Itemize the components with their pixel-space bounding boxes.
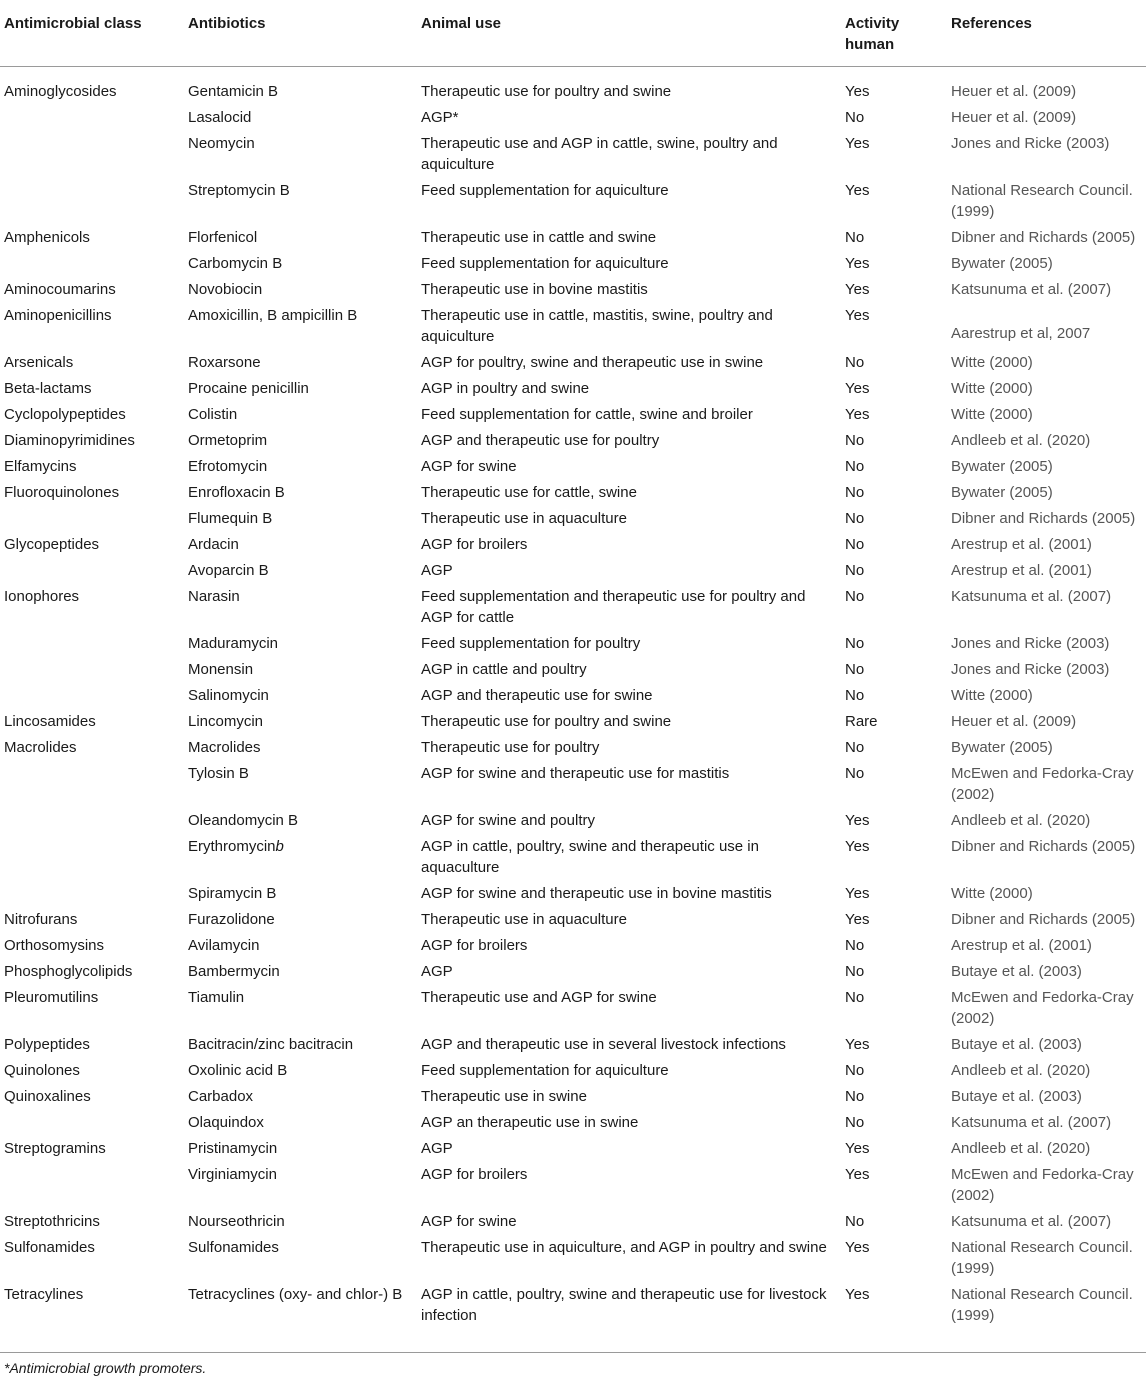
header-antimicrobial-class: Antimicrobial class [0, 8, 184, 67]
cell-activity-human: Yes [845, 182, 870, 199]
table-row [0, 558, 1146, 584]
cell-class [0, 881, 184, 907]
cell-class [0, 105, 184, 131]
cell-class [0, 506, 184, 532]
cell-activity-human: No [845, 458, 865, 475]
cell-class: Streptogramins [4, 1140, 106, 1157]
cell-antibiotic: Tylosin B [188, 765, 249, 782]
table-row [0, 1136, 1146, 1162]
cell-reference: Dibner and Richards (2005) [951, 911, 1136, 928]
cell-antibiotic: Colistin [188, 406, 238, 423]
cell-reference: Katsunuma et al. (2007) [951, 588, 1112, 605]
cell-activity-human: No [845, 739, 865, 756]
cell-class: Aminoglycosides [4, 83, 117, 100]
cell-reference: Bywater (2005) [951, 458, 1053, 475]
cell-activity-human: No [845, 229, 865, 246]
cell-antibiotic: Sulfonamides [188, 1239, 279, 1256]
cell-antibiotic: Efrotomycin [188, 458, 268, 475]
cell-animal-use: AGP [421, 963, 453, 980]
cell-reference: Katsunuma et al. (2007) [951, 281, 1112, 298]
cell-animal-use: Therapeutic use and AGP for swine [421, 989, 657, 1006]
cell-animal-use: AGP for poultry, swine and therapeutic use in swine [421, 354, 764, 371]
cell-reference: Jones and Ricke (2003) [951, 635, 1110, 652]
table-row [0, 428, 1146, 454]
cell-antibiotic: Virginiamycin [188, 1166, 277, 1183]
cell-animal-use: AGP and therapeutic use in several livestock infections [421, 1036, 786, 1053]
cell-animal-use: Feed supplementation for aquiculture [421, 182, 669, 199]
cell-class [0, 1162, 184, 1209]
header-animal-use: Animal use [417, 8, 841, 67]
cell-antibiotic: Streptomycin B [188, 182, 290, 199]
cell-animal-use: AGP in poultry and swine [421, 380, 590, 397]
cell-class [0, 631, 184, 657]
cell-antibiotic: Spiramycin B [188, 885, 277, 902]
cell-reference: Bywater (2005) [951, 255, 1053, 272]
cell-animal-use: AGP [421, 1140, 453, 1157]
cell-reference: National Research Council. (1999) [951, 182, 1133, 220]
table-row [0, 376, 1146, 402]
cell-class: Lincosamides [4, 713, 96, 730]
table-row [0, 225, 1146, 251]
cell-antibiotic: Macrolides [188, 739, 261, 756]
table-row [0, 834, 1146, 881]
cell-antibiotic: Furazolidone [188, 911, 275, 928]
cell-antibiotic: Oleandomycin B [188, 812, 299, 829]
cell-animal-use: AGP in cattle, poultry, swine and therapeutic use in aquaculture [421, 838, 759, 876]
cell-reference: Jones and Ricke (2003) [951, 661, 1110, 678]
cell-reference: Butaye et al. (2003) [951, 1036, 1082, 1053]
table-row [0, 1162, 1146, 1209]
cell-activity-human: Yes [845, 911, 870, 928]
cell-antibiotic: Oxolinic acid B [188, 1062, 288, 1079]
cell-animal-use: AGP [421, 562, 453, 579]
cell-activity-human: Rare [845, 713, 878, 730]
cell-activity-human: No [845, 765, 865, 782]
cell-class [0, 834, 184, 881]
cell-reference: Andleeb et al. (2020) [951, 1062, 1091, 1079]
table-row [0, 506, 1146, 532]
table-row [0, 1110, 1146, 1136]
cell-reference: Witte (2000) [951, 380, 1033, 397]
table-row [0, 1032, 1146, 1058]
cell-class: Ionophores [4, 588, 80, 605]
cell-class: Sulfonamides [4, 1239, 95, 1256]
cell-animal-use: Therapeutic use in cattle, mastitis, swine, poultry and aquiculture [421, 307, 773, 345]
cell-class [0, 131, 184, 178]
cell-class [0, 808, 184, 834]
cell-reference: Arestrup et al. (2001) [951, 937, 1092, 954]
cell-activity-human: No [845, 562, 865, 579]
table-row [0, 105, 1146, 131]
cell-activity-human: Yes [845, 406, 870, 423]
cell-activity-human: No [845, 432, 865, 449]
cell-animal-use: Therapeutic use in aquaculture [421, 911, 627, 928]
cell-animal-use: AGP for swine [421, 1213, 517, 1230]
cell-activity-human: No [845, 1213, 865, 1230]
table-row [0, 1235, 1146, 1282]
cell-antibiotic: Erythromycinb [188, 838, 284, 855]
cell-animal-use: Therapeutic use in cattle and swine [421, 229, 657, 246]
cell-antibiotic: Lincomycin [188, 713, 264, 730]
cell-activity-human: No [845, 109, 865, 126]
cell-animal-use: Therapeutic use in aquiculture, and AGP in poultry and swine [421, 1239, 827, 1256]
table-row [0, 1058, 1146, 1084]
cell-antibiotic: Narasin [188, 588, 240, 605]
cell-antibiotic: Pristinamycin [188, 1140, 278, 1157]
cell-reference: Heuer et al. (2009) [951, 713, 1077, 730]
cell-reference: Katsunuma et al. (2007) [951, 1114, 1112, 1131]
table-row [0, 933, 1146, 959]
cell-reference: Witte (2000) [951, 406, 1033, 423]
cell-antibiotic: Procaine penicillin [188, 380, 309, 397]
cell-reference: Butaye et al. (2003) [951, 963, 1082, 980]
table-row [0, 277, 1146, 303]
cell-class: Arsenicals [4, 354, 74, 371]
cell-activity-human: No [845, 989, 865, 1006]
table-header-row [0, 8, 1146, 67]
cell-reference: Jones and Ricke (2003) [951, 135, 1110, 152]
cell-animal-use: Therapeutic use in bovine mastitis [421, 281, 648, 298]
cell-animal-use: Feed supplementation for poultry [421, 635, 641, 652]
cell-class [0, 1110, 184, 1136]
header-references: References [947, 8, 1146, 67]
cell-activity-human: No [845, 937, 865, 954]
cell-activity-human: No [845, 510, 865, 527]
cell-activity-human: No [845, 536, 865, 553]
cell-activity-human: No [845, 354, 865, 371]
cell-activity-human: No [845, 588, 865, 605]
cell-reference: Butaye et al. (2003) [951, 1088, 1082, 1105]
cell-class: Pleuromutilins [4, 989, 99, 1006]
table-row [0, 959, 1146, 985]
table-row [0, 1209, 1146, 1235]
cell-animal-use: Therapeutic use for poultry and swine [421, 713, 672, 730]
cell-antibiotic: Maduramycin [188, 635, 279, 652]
cell-animal-use: Feed supplementation and therapeutic use for poultry and AGP for cattle [421, 588, 806, 626]
cell-animal-use: Therapeutic use for poultry [421, 739, 600, 756]
cell-antibiotic: Ardacin [188, 536, 239, 553]
cell-animal-use: AGP for swine [421, 458, 517, 475]
table-row [0, 350, 1146, 376]
header-activity-human: Activity human [841, 8, 947, 67]
cell-animal-use: AGP in cattle, poultry, swine and therapeutic use for livestock infection [421, 1286, 827, 1324]
table-row [0, 454, 1146, 480]
cell-activity-human: Yes [845, 812, 870, 829]
table-body [0, 67, 1146, 1330]
cell-antibiotic: Lasalocid [188, 109, 252, 126]
cell-antibiotic: Florfenicol [188, 229, 258, 246]
cell-animal-use: Therapeutic use and AGP in cattle, swine, poultry and aquiculture [421, 135, 778, 173]
cell-reference: Witte (2000) [951, 354, 1033, 371]
cell-class: Quinolones [4, 1062, 80, 1079]
cell-class: Orthosomysins [4, 937, 105, 954]
cell-antibiotic: Tiamulin [188, 989, 245, 1006]
cell-reference: Andleeb et al. (2020) [951, 432, 1091, 449]
cell-animal-use: Therapeutic use in aquaculture [421, 510, 627, 527]
cell-class: Nitrofurans [4, 911, 78, 928]
cell-animal-use: AGP* [421, 109, 459, 126]
cell-class: Streptothricins [4, 1213, 100, 1230]
cell-antibiotic: Ormetoprim [188, 432, 268, 449]
cell-antibiotic: Avoparcin B [188, 562, 269, 579]
cell-animal-use: AGP for broilers [421, 536, 528, 553]
table-row [0, 985, 1146, 1032]
cell-animal-use: AGP for swine and therapeutic use in bovine mastitis [421, 885, 772, 902]
cell-activity-human: Yes [845, 1286, 870, 1303]
table-row [0, 402, 1146, 428]
table-row [0, 683, 1146, 709]
cell-antibiotic: Tetracyclines (oxy- and chlor-) B [188, 1286, 403, 1303]
cell-activity-human: No [845, 635, 865, 652]
table-row [0, 251, 1146, 277]
cell-antibiotic: Carbomycin B [188, 255, 283, 272]
cell-animal-use: AGP in cattle and poultry [421, 661, 587, 678]
cell-animal-use: Therapeutic use for cattle, swine [421, 484, 637, 501]
table-row [0, 907, 1146, 933]
cell-class: Elfamycins [4, 458, 77, 475]
cell-reference: McEwen and Fedorka-Cray (2002) [951, 1166, 1134, 1204]
cell-activity-human: No [845, 1114, 865, 1131]
cell-activity-human: Yes [845, 135, 870, 152]
table-row [0, 808, 1146, 834]
footnote: *Antimicrobial growth promoters. [4, 1360, 207, 1376]
header-antibiotics: Antibiotics [184, 8, 417, 67]
cell-activity-human: No [845, 1062, 865, 1079]
cell-antibiotic: Amoxicillin, B ampicillin B [188, 307, 358, 324]
cell-animal-use: Feed supplementation for aquiculture [421, 1062, 669, 1079]
erythromycin-suffix: b [275, 838, 284, 855]
cell-animal-use: Therapeutic use for poultry and swine [421, 83, 672, 100]
cell-activity-human: No [845, 687, 865, 704]
cell-activity-human: Yes [845, 83, 870, 100]
cell-class: Tetracylines [4, 1286, 84, 1303]
cell-antibiotic: Salinomycin [188, 687, 269, 704]
cell-animal-use: AGP and therapeutic use for swine [421, 687, 653, 704]
cell-activity-human: Yes [845, 1036, 870, 1053]
cell-activity-human: Yes [845, 838, 870, 855]
cell-reference: Witte (2000) [951, 885, 1033, 902]
cell-reference: Andleeb et al. (2020) [951, 1140, 1091, 1157]
cell-activity-human: Yes [845, 380, 870, 397]
cell-reference: Bywater (2005) [951, 484, 1053, 501]
table-row [0, 480, 1146, 506]
cell-animal-use: AGP for swine and therapeutic use for mastitis [421, 765, 730, 782]
antimicrobial-table [0, 8, 1146, 1329]
cell-class: Glycopeptides [4, 536, 100, 553]
cell-animal-use: Feed supplementation for aquiculture [421, 255, 669, 272]
cell-reference: Dibner and Richards (2005) [951, 838, 1136, 855]
cell-reference: National Research Council. (1999) [951, 1239, 1133, 1277]
cell-reference: Arestrup et al. (2001) [951, 536, 1092, 553]
cell-antibiotic: Avilamycin [188, 937, 260, 954]
cell-activity-human: Yes [845, 255, 870, 272]
cell-reference: Katsunuma et al. (2007) [951, 1213, 1112, 1230]
cell-class: Aminocoumarins [4, 281, 116, 298]
cell-activity-human: Yes [845, 1239, 870, 1256]
cell-reference: Heuer et al. (2009) [951, 83, 1077, 100]
cell-reference: Arestrup et al. (2001) [951, 562, 1092, 579]
cell-reference: Andleeb et al. (2020) [951, 812, 1091, 829]
cell-activity-human: Yes [845, 885, 870, 902]
cell-animal-use: AGP for broilers [421, 1166, 528, 1183]
cell-class [0, 178, 184, 225]
cell-reference: Dibner and Richards (2005) [951, 229, 1136, 246]
cell-activity-human: No [845, 661, 865, 678]
cell-reference: Bywater (2005) [951, 739, 1053, 756]
table-row [0, 709, 1146, 735]
cell-activity-human: No [845, 1088, 865, 1105]
cell-class: Fluoroquinolones [4, 484, 120, 501]
cell-reference: Witte (2000) [951, 687, 1033, 704]
cell-class: Phosphoglycolipids [4, 963, 133, 980]
table-row [0, 881, 1146, 907]
table-row [0, 761, 1146, 808]
cell-class: Diaminopyrimidines [4, 432, 135, 449]
cell-class [0, 761, 184, 808]
cell-antibiotic: Nourseothricin [188, 1213, 285, 1230]
cell-antibiotic: Gentamicin B [188, 83, 279, 100]
table-row [0, 735, 1146, 761]
cell-activity-human: No [845, 484, 865, 501]
table-row [0, 657, 1146, 683]
table-row [0, 1282, 1146, 1329]
cell-reference: McEwen and Fedorka-Cray (2002) [951, 765, 1134, 803]
cell-antibiotic: Flumequin B [188, 510, 273, 527]
cell-class: Quinoxalines [4, 1088, 91, 1105]
cell-antibiotic: Novobiocin [188, 281, 263, 298]
cell-reference: McEwen and Fedorka-Cray (2002) [951, 989, 1134, 1027]
footer-divider [0, 1352, 1146, 1353]
cell-reference: Heuer et al. (2009) [951, 109, 1077, 126]
cell-activity-human: Yes [845, 1166, 870, 1183]
cell-animal-use: AGP for swine and poultry [421, 812, 595, 829]
table-row [0, 178, 1146, 225]
cell-animal-use: AGP and therapeutic use for poultry [421, 432, 660, 449]
table-row [0, 1084, 1146, 1110]
cell-class: Amphenicols [4, 229, 90, 246]
cell-animal-use: AGP for broilers [421, 937, 528, 954]
cell-activity-human: Yes [845, 307, 870, 324]
cell-class [0, 558, 184, 584]
cell-reference: Aarestrup et al, 2007 [951, 325, 1091, 342]
cell-antibiotic: Enrofloxacin B [188, 484, 285, 501]
table-row [0, 584, 1146, 631]
cell-class: Beta-lactams [4, 380, 92, 397]
cell-reference: Dibner and Richards (2005) [951, 510, 1136, 527]
table-row [0, 131, 1146, 178]
cell-class [0, 251, 184, 277]
cell-activity-human: Yes [845, 281, 870, 298]
cell-animal-use: Feed supplementation for cattle, swine and broiler [421, 406, 753, 423]
cell-animal-use: AGP an therapeutic use in swine [421, 1114, 639, 1131]
cell-class: Polypeptides [4, 1036, 90, 1053]
cell-antibiotic: Carbadox [188, 1088, 254, 1105]
table-row [0, 631, 1146, 657]
cell-class: Cyclopolypeptides [4, 406, 126, 423]
cell-activity-human: No [845, 963, 865, 980]
cell-antibiotic: Bacitracin/zinc bacitracin [188, 1036, 354, 1053]
cell-antibiotic: Olaquindox [188, 1114, 264, 1131]
cell-animal-use: Therapeutic use in swine [421, 1088, 587, 1105]
cell-class [0, 657, 184, 683]
cell-antibiotic: Bambermycin [188, 963, 280, 980]
cell-antibiotic: Neomycin [188, 135, 255, 152]
cell-class: Macrolides [4, 739, 77, 756]
cell-reference: National Research Council. (1999) [951, 1286, 1133, 1324]
table-row [0, 532, 1146, 558]
cell-activity-human: Yes [845, 1140, 870, 1157]
cell-class [0, 683, 184, 709]
cell-class: Aminopenicillins [4, 307, 112, 324]
table-row [0, 67, 1146, 106]
table-row [0, 303, 1146, 350]
cell-antibiotic: Monensin [188, 661, 254, 678]
cell-antibiotic: Roxarsone [188, 354, 261, 371]
